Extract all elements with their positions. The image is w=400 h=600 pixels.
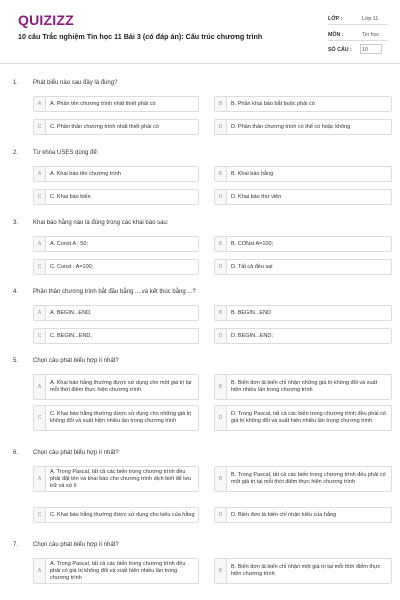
meta-subject (328, 28, 388, 42)
option-letter: B (215, 467, 227, 491)
option-text: D. Phần thân chương trình có thể có hoặc không (231, 123, 351, 130)
option-text: A. Trong Pascal, tất cả các biến trong chương trình đều phải đặt tên và khai báo cho chương trình dịch biết để lưu trữ và xử lí (50, 468, 192, 489)
option-letter: D (215, 260, 227, 274)
question-text: Chọn câu phát biểu hợp lí nhất? (33, 358, 119, 364)
question-number: 5. (13, 358, 19, 364)
meta-count-label: SỐ CÂU : (328, 47, 352, 53)
meta-divider (328, 40, 388, 41)
document-title: 10 câu Trắc nghiệm Tin học 11 Bài 3 (có đáp án): Cấu trúc chương trình (18, 32, 263, 41)
option-b[interactable] (214, 305, 392, 321)
option-b[interactable] (214, 374, 392, 400)
option-a[interactable] (33, 236, 199, 252)
question-number: 3. (13, 220, 19, 226)
option-letter: B (215, 375, 227, 399)
option-text: D. Biến đơn là biến chỉ nhận kiểu của hằng (231, 511, 337, 518)
option-letter: C (34, 406, 46, 430)
option-c[interactable] (33, 119, 199, 135)
question-text: Chọn câu phát biểu hợp lí nhất? (33, 542, 119, 548)
option-letter: B (215, 97, 227, 111)
question-number: 6. (13, 450, 19, 456)
option-text: A. BEGIN...END. (50, 309, 92, 316)
option-text: C. Khai báo hằng thường được sử dụng cho những giá trị không đổi và xuất hiện nhiều lần trong chương trình (50, 411, 192, 424)
option-d[interactable] (214, 119, 392, 135)
option-text: B. Biến đơn là biến chỉ nhận một giá trị tại mỗi thời điểm thực hiện chương trình (231, 564, 381, 577)
option-text: D. BEGIN...END; (231, 332, 273, 339)
option-c[interactable] (33, 189, 199, 205)
meta-grade-value: Lớp 11 (362, 16, 379, 22)
option-letter: D (215, 120, 227, 134)
option-letter: B (215, 237, 227, 251)
option-letter: B (215, 167, 227, 181)
option-letter: A (34, 237, 46, 251)
option-letter: A (34, 97, 46, 111)
option-c[interactable] (33, 507, 199, 523)
option-letter: D (215, 329, 227, 343)
option-text: A. Const A : 50; (50, 240, 88, 247)
option-letter: C (34, 329, 46, 343)
option-letter: B (215, 559, 227, 583)
option-letter: D (215, 190, 227, 204)
option-c[interactable] (33, 328, 199, 344)
option-letter: A (34, 559, 46, 583)
question-number: 4. (13, 289, 19, 295)
option-a[interactable] (33, 558, 199, 584)
option-text: B. BEGIN...END (231, 309, 272, 316)
meta-divider (328, 24, 388, 25)
option-text: A. Trong Pascal, tất cả các biến trong chương trình đều phải có giá trị không đổi và xuất hiện nhiều lần trong chương trình (50, 560, 186, 581)
option-d[interactable] (214, 189, 392, 205)
option-letter: D (215, 508, 227, 522)
option-a[interactable] (33, 466, 199, 492)
option-text: B. Phần khai báo bắt buộc phải có (231, 100, 315, 107)
option-text: B. Khai báo hằng (231, 170, 274, 177)
document-header (0, 0, 400, 64)
option-text: C. Const : A=100; (50, 263, 94, 270)
option-d[interactable] (214, 259, 392, 275)
question-text: Phát biểu nào sau đây là đúng? (33, 80, 118, 86)
meta-count (328, 43, 388, 57)
option-b[interactable] (214, 166, 392, 182)
option-b[interactable] (214, 558, 392, 584)
option-a[interactable] (33, 96, 199, 112)
option-letter: C (34, 260, 46, 274)
option-text: A. Khai báo tên chương trình (50, 170, 121, 177)
option-letter: A (34, 167, 46, 181)
quizizz-logo: QUIZIZZ (18, 12, 74, 28)
option-letter: D (215, 406, 227, 430)
option-text: A. Phần tên chương trình nhất thiết phải có (50, 100, 156, 107)
option-text: B. Biến đơn là biến chỉ nhận những giá trị không đổi và xuất hiện nhiều lần trong chương trình (231, 380, 378, 393)
question-text: Từ khóa USES dùng để: (33, 150, 99, 156)
option-a[interactable] (33, 166, 199, 182)
option-text: C. Phần thân chương trình nhất thiết phải có (50, 123, 159, 130)
meta-subject-label: MÔN : (328, 32, 344, 38)
option-b[interactable] (214, 466, 392, 492)
option-text: D. Trong Pascal, tất cả các biến trong chương trình đều phải có giá trị không đổi và xuất hiện nhiều lần trong chương trình (231, 411, 386, 424)
option-d[interactable] (214, 405, 392, 431)
option-b[interactable] (214, 96, 392, 112)
option-letter: C (34, 508, 46, 522)
option-c[interactable] (33, 405, 199, 431)
option-c[interactable] (33, 259, 199, 275)
option-text: B. CONst A=100; (231, 240, 274, 247)
option-letter: A (34, 467, 46, 491)
meta-count-value: 10 (362, 47, 368, 53)
option-letter: C (34, 120, 46, 134)
option-text: D. Khai báo thư viện (231, 193, 282, 200)
option-a[interactable] (33, 305, 199, 321)
option-text: B. Trong Pascal, tất cả các biến trong chương trình đều phải có một giá trị tại mỗi thời điểm thực hiện chương trình (231, 472, 386, 485)
option-letter: C (34, 190, 46, 204)
meta-subject-value: Tin học (362, 32, 380, 38)
meta-grade-label: LỚP : (328, 16, 343, 22)
option-text: A. Khai báo hằng thường được sử dụng cho một giá trị tại mỗi thời điểm thực hiện chương trình (50, 380, 192, 393)
option-text: C. Khai báo hằng thường được sử dụng cho kiểu của hằng (50, 511, 195, 518)
question-number: 1. (13, 80, 19, 86)
option-letter: A (34, 306, 46, 320)
question-number: 7. (13, 542, 19, 548)
meta-grade (328, 12, 388, 26)
question-text: Phần thân chương trình bắt đầu bằng ....và kết thúc bằng ...? (33, 289, 196, 295)
option-a[interactable] (33, 374, 199, 400)
question-number: 2. (13, 150, 19, 156)
option-letter: B (215, 306, 227, 320)
option-text: C. BEGIN...END, (50, 332, 92, 339)
option-text: C. Khai báo biến (50, 193, 91, 200)
option-d[interactable] (214, 507, 392, 523)
question-text: Khai báo hằng nào là đúng trong các khai báo sau: (33, 220, 169, 226)
question-text: Chọn câu phát biểu hợp lí nhất? (33, 450, 119, 456)
option-letter: A (34, 375, 46, 399)
option-b[interactable] (214, 236, 392, 252)
option-d[interactable] (214, 328, 392, 344)
option-text: D. Tất cả đều sai (231, 263, 273, 270)
